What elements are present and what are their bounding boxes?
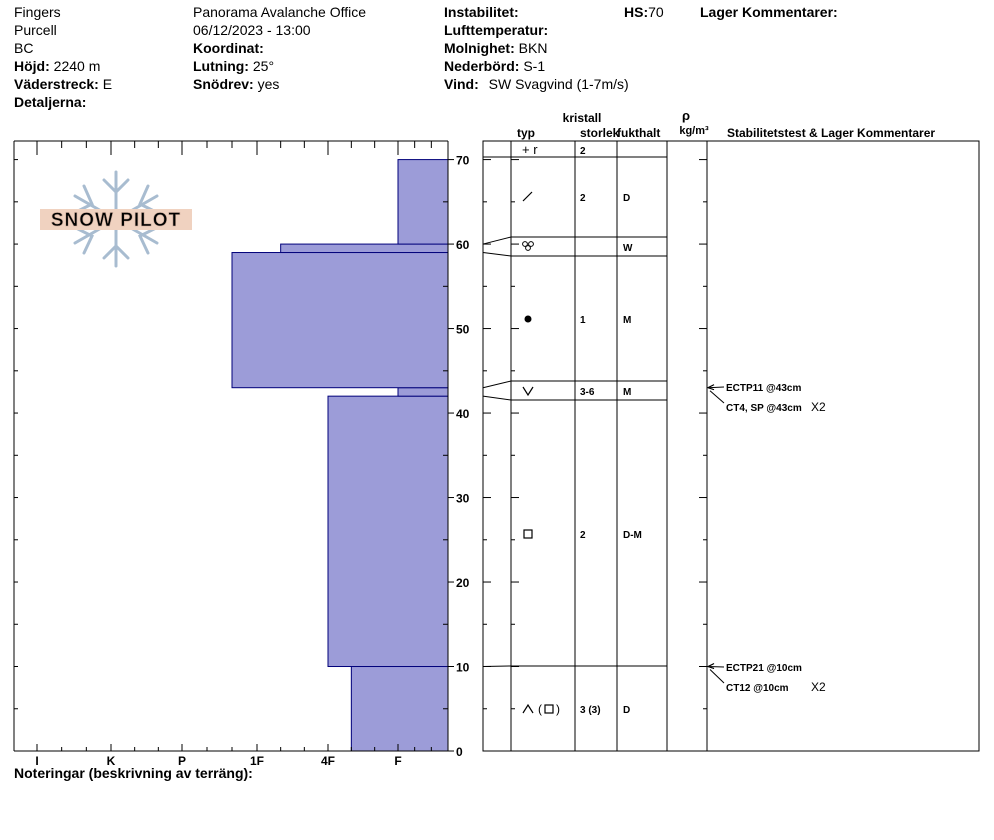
layer-type-symbols (522, 142, 560, 716)
slope-value: 25° (252, 58, 275, 74)
precip-label: Nederbörd: (444, 58, 520, 74)
layer-size-6: 3 (3) (580, 705, 601, 716)
col-header-density-unit: kg/m³ (679, 125, 709, 137)
hardness-label-I: I (35, 754, 39, 768)
rounded-grains-icon (525, 316, 532, 323)
logo-text: SNOW PILOT (50, 210, 182, 231)
depth-label-50: 50 (456, 322, 470, 337)
layer-moisture-1: D (623, 193, 631, 204)
depth-label-30: 30 (456, 491, 470, 506)
hs-value: 70 (648, 4, 664, 20)
layer-moisture-5: D-M (623, 530, 642, 541)
arrow-head-icon (708, 664, 714, 669)
test-count-1: X2 (811, 400, 826, 414)
col-header-stability: Stabilitetstest & Lager Kommentarer (727, 126, 936, 140)
depth-hoar-icon (523, 387, 533, 395)
layer-moisture-2: W (623, 243, 633, 254)
hardness-bars (232, 160, 448, 751)
header-datetime: 06/12/2023 - 13:00 (193, 22, 311, 38)
layer-moisture-3: M (623, 315, 632, 326)
instability-label: Instabilitet: (444, 4, 519, 20)
layer-size-5: 2 (580, 530, 586, 541)
hardness-bar-0 (351, 667, 448, 751)
hardness-label-F: F (394, 754, 402, 768)
slope-label: Lutning: (193, 58, 249, 74)
hardness-bar-5 (398, 160, 448, 244)
test-label-2: ECTP21 @10cm (726, 663, 802, 674)
header-range: Purcell (14, 22, 57, 38)
plus-r-symbol-icon: + r (522, 142, 538, 157)
sky-label: Molnighet: (444, 40, 515, 56)
right-ticks (483, 160, 707, 709)
wind-value: SW Svagvind (1-7m/s) (488, 76, 629, 92)
aspect-label: Väderstreck: (14, 76, 99, 92)
col-header-size: storlek (580, 126, 620, 140)
hardness-bar-4 (281, 244, 448, 252)
depth-label-40: 40 (456, 407, 470, 422)
test-arrow-0 (708, 387, 724, 388)
test-label-0: ECTP11 @43cm (726, 383, 802, 394)
elevation-label: Höjd: (14, 58, 50, 74)
layer-size-0: 2 (580, 146, 586, 157)
layer-size-4: 3-6 (580, 387, 595, 398)
test-arrow-1 (710, 391, 724, 403)
melt-forms-icon (523, 242, 534, 251)
col-header-type: typ (517, 126, 535, 140)
notes-label: Noteringar (beskrivning av terräng): (14, 765, 253, 781)
coord-label: Koordinat: (193, 40, 264, 56)
header-office: Panorama Avalanche Office (193, 4, 367, 20)
wind-label: Vind: (444, 76, 479, 92)
hardness-bar-2 (398, 388, 448, 396)
hardness-bar-1 (328, 396, 448, 666)
details-label: Detaljerna: (14, 94, 87, 110)
air-temp-label: Lufttemperatur: (444, 22, 549, 38)
header-region: BC (14, 40, 34, 56)
layer-moisture-4: M (623, 387, 632, 398)
hardness-label-P: P (177, 754, 187, 768)
layer-table-frame (483, 141, 979, 751)
drift-value: yes (257, 76, 280, 92)
layer-size-3: 1 (580, 315, 586, 326)
layer-size-1: 2 (580, 193, 586, 204)
hardness-label-K: K (106, 754, 116, 768)
elevation-value: 2240 m (53, 58, 101, 74)
layer-boundary-4 (483, 666, 667, 667)
stability-tests (708, 383, 826, 694)
drift-label: Snödrev: (193, 76, 254, 92)
precipitation-particles-icon (523, 192, 532, 201)
test-label-3: CT12 @10cm (726, 683, 789, 694)
col-header-moisture: fukthalt (617, 126, 661, 140)
header-location: Fingers (14, 4, 61, 20)
layer-moisture-6: D (623, 705, 631, 716)
depth-label-0: 0 (456, 745, 463, 759)
hardness-label-1F: 1F (249, 754, 265, 768)
faceted-crystals-icon (524, 530, 532, 538)
depth-label-10: 10 (456, 660, 470, 675)
depth-label-20: 20 (456, 576, 470, 591)
test-count-3: X2 (811, 680, 826, 694)
aspect-value: E (102, 76, 113, 92)
svg-text:): ) (556, 702, 560, 716)
col-header-density-symbol: ρ (681, 108, 691, 123)
sky-value: BKN (518, 40, 548, 56)
test-arrow-3 (710, 670, 724, 683)
layer-comments-label: Lager Kommentarer: (700, 4, 838, 20)
svg-text:(: ( (538, 702, 542, 716)
hardness-bar-3 (232, 253, 448, 388)
col-header-crystal: kristall (562, 111, 602, 125)
top-ticks (37, 141, 431, 155)
hardness-label-4F: 4F (320, 754, 336, 768)
depth-hoar-faceted-icon (523, 702, 560, 716)
hs-label: HS: (624, 4, 649, 20)
precip-value: S-1 (523, 58, 546, 74)
depth-label-70: 70 (456, 153, 470, 168)
layer-type-surface (522, 142, 538, 157)
test-label-1: CT4, SP @43cm (726, 403, 802, 414)
depth-label-60: 60 (456, 238, 470, 253)
